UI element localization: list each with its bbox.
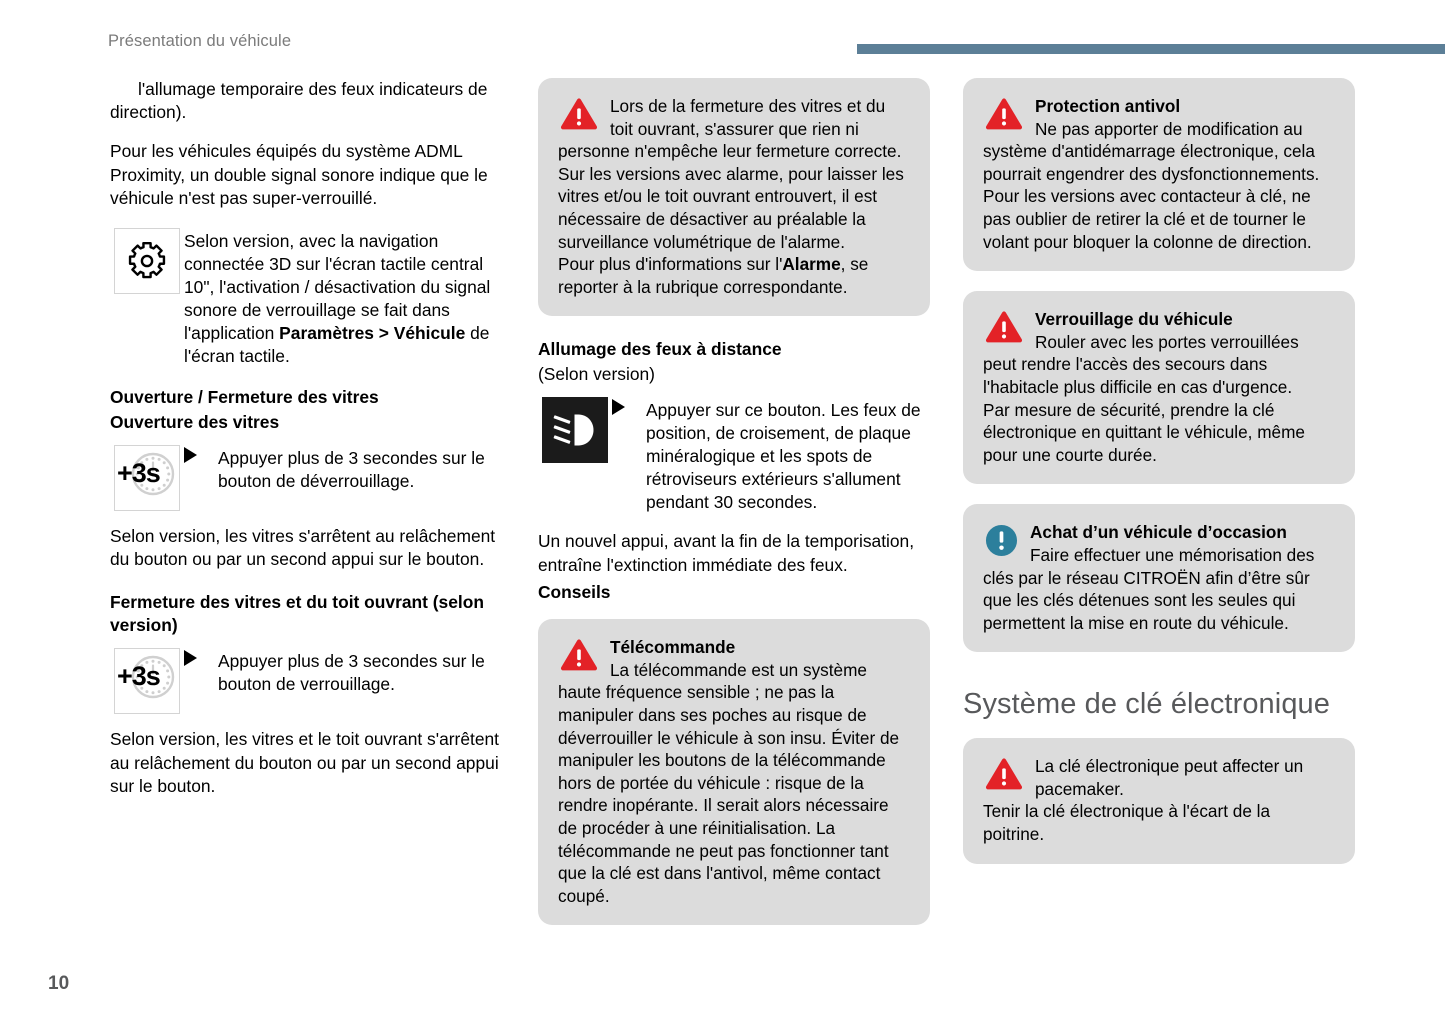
paragraph-new-press: Un nouvel appui, avant la fin de la temporisation, entraîne l'extinction immédiate des feux. — [538, 531, 915, 575]
plus-3-seconds-icon — [114, 648, 180, 714]
section-title-electronic-key: Système de clé électronique — [963, 688, 1331, 721]
heading-closing-windows: Fermeture des vitres et du toit ouvrant (selon version) — [110, 592, 484, 635]
low-beam-headlight-icon — [542, 397, 608, 463]
warning-windows-line3-bold: Alarme — [782, 254, 841, 275]
callout-pacemaker-line2: Tenir la clé électronique à l'écart de la poitrine. — [983, 801, 1271, 845]
unlock-row-text — [184, 443, 502, 493]
gear-text-bold: Paramètres > Véhicule — [279, 323, 466, 344]
subheading-opening-windows: Ouverture des vitres — [110, 411, 280, 432]
headlight-row-text — [612, 395, 930, 514]
heading-remote-lights: Allumage des feux à distance — [538, 339, 782, 360]
heading-advice: Conseils — [538, 581, 611, 602]
gear-icon — [114, 228, 180, 294]
content-columns — [0, 78, 1445, 958]
lock-button-row — [110, 646, 502, 714]
column-3 — [963, 78, 1355, 884]
plus-3-seconds-label: +3s — [117, 458, 160, 489]
callout-antitheft-title: Protection antivol — [1035, 96, 1181, 116]
callout-locking — [963, 291, 1355, 484]
arrow-bullet-icon — [184, 447, 197, 463]
plus-3-seconds-label: +3s — [117, 661, 160, 692]
paragraph-continued: l'allumage temporaire des feux indicateurs de direction). — [110, 79, 488, 123]
callout-used-vehicle-title: Achat d’un véhicule d’occasion — [1030, 522, 1287, 543]
callout-remote-body: La télécommande est un système haute fréquence sensible ; ne pas la manipuler dans ses poches au risque de déverrouiller le véhicule à son insu. Éviter de manipuler les boutons de la télécommande hors de portée du véhicule : risque de la rendre inopérante. Il serait alors nécessaire de procéder à une réinitialisation. La télécommande ne peut pas fonctionner tant que la clé est dans l'antivol, même contact coupé. — [558, 659, 900, 906]
warning-triangle-icon — [985, 310, 1023, 344]
callout-used-vehicle — [963, 504, 1355, 652]
gear-text-part2: de l'écran tactile. — [184, 323, 490, 367]
paragraph-adml: Pour les véhicules équipés du système ADML Proximity, un double signal sonore indique que le véhicule n'est pas super-verrouillé. — [110, 141, 488, 208]
unlock-icon-slot — [110, 443, 184, 511]
plus-3-seconds-icon — [114, 445, 180, 511]
subnote-remote-lights: (Selon version) — [538, 363, 655, 384]
unlock-button-row — [110, 443, 502, 511]
callout-warning-windows — [538, 78, 930, 316]
warning-windows-line1: Lors de la fermeture des vitres et du toit ouvrant, s'assurer que rien ni personne n'empêche leur fermeture correcte. — [558, 96, 902, 162]
page-title: Présentation du véhicule — [108, 32, 292, 50]
callout-pacemaker-line1: La clé électronique peut affecter un pacemaker. — [1035, 756, 1304, 799]
column-2 — [538, 78, 930, 945]
column-1 — [110, 78, 502, 814]
warning-triangle-icon — [560, 97, 598, 131]
headlight-button-row — [538, 395, 930, 514]
paragraph-stop-lock: Selon version, les vitres et le toit ouvrant s'arrêtent au relâchement du bouton ou par un second appui sur le bouton. — [110, 729, 499, 796]
headlight-row-label: Appuyer sur ce bouton. Les feux de position, de croisement, de plaque minéralogique et les spots de rétroviseurs extérieurs s'allument pendant 30 secondes. — [646, 400, 921, 513]
warning-windows-line2: Sur les versions avec alarme, pour laisser les vitres et/ou le toit ouvrant entrouvert, il est nécessaire de désactiver au préalable la surveillance volumétrique de l'alarme. — [558, 163, 904, 252]
gear-text-part1: Selon version, avec la navigation connectée 3D sur l'écran tactile central 10", l'activation / désactivation du signal sonore de verrouillage se fait dans l'application — [184, 231, 491, 344]
heading-windows: Ouverture / Fermeture des vitres — [110, 387, 379, 408]
callout-warning-remote — [538, 619, 930, 925]
lock-row-text — [184, 646, 502, 696]
warning-triangle-icon — [560, 638, 598, 672]
arrow-bullet-icon — [612, 399, 625, 415]
callout-locking-line1: Rouler avec les portes verrouillées peut rendre l'accès des secours dans l'habitacle plus difficile en cas d'urgence. — [983, 331, 1299, 397]
gear-icon-slot — [110, 226, 184, 294]
arrow-bullet-icon — [184, 650, 197, 666]
warning-windows-line3b: , se reporter à la rubrique correspondante. — [558, 254, 869, 297]
callout-antitheft-body: Ne pas apporter de modification au système d'antidémarrage électronique, cela pourrait engendrer des dysfonctionnements. Pour les versions avec contacteur à clé, ne pas oublier de retirer la clé et de tourner le volant pour bloquer la colonne de direction. — [983, 118, 1320, 252]
gear-setting-row — [110, 226, 502, 368]
lock-icon-slot — [110, 646, 184, 714]
warning-triangle-icon — [985, 97, 1023, 131]
lock-row-label: Appuyer plus de 3 secondes sur le bouton de verrouillage. — [218, 651, 485, 695]
info-circle-icon — [985, 524, 1018, 557]
headlight-icon-slot — [538, 395, 612, 463]
callout-locking-title: Verrouillage du véhicule — [1035, 309, 1233, 330]
warning-triangle-icon — [985, 757, 1023, 791]
page-number: 10 — [48, 973, 70, 994]
gear-row-text — [184, 226, 502, 368]
header-rule — [857, 44, 1445, 54]
warning-windows-line3a: Pour plus d'informations sur l' — [558, 254, 783, 275]
callout-used-vehicle-body: Faire effectuer une mémorisation des clés par le réseau CITROËN afin d’être sûr que les clés détenues sont les seules qui permettent la mise en route du véhicule. — [983, 544, 1315, 633]
callout-pacemaker — [963, 738, 1355, 863]
page-header — [0, 32, 1445, 58]
callout-antitheft — [963, 78, 1355, 271]
callout-locking-line2: Par mesure de sécurité, prendre la clé électronique en quittant le véhicule, même pour une courte durée. — [983, 399, 1305, 465]
callout-remote-title: Télécommande — [610, 637, 736, 658]
unlock-row-label: Appuyer plus de 3 secondes sur le bouton de déverrouillage. — [218, 448, 485, 492]
paragraph-stop-unlock: Selon version, les vitres s'arrêtent au relâchement du bouton ou par un second appui sur le bouton. — [110, 526, 496, 570]
